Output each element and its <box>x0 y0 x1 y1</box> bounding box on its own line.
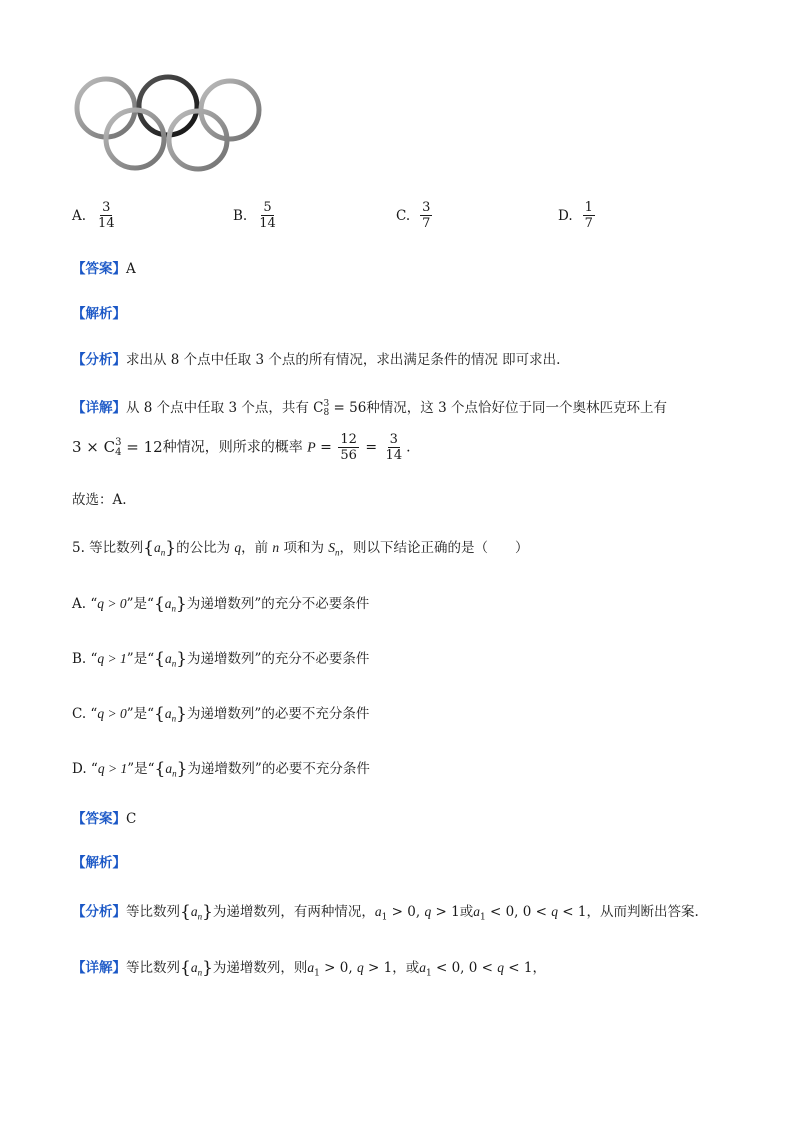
q4-fenxi: 【分析】求出从 8 个点中任取 3 个点的所有情况，求出满足条件的情况 即可求出. <box>72 352 561 368</box>
ring-bottom-right <box>169 111 227 169</box>
q4-answer: 【答案】A <box>72 261 136 277</box>
q4-option-c: C. $\frac{3}{7}$ <box>396 200 431 231</box>
q4-option-a: A. $\frac{3}{14}$ <box>72 200 115 231</box>
q5-stem: 5. 等比数列$\{a_n\}$的公比为 q，前 n 项和为 $S_n$，则以下结论正确的是（ ） <box>72 538 529 558</box>
olympic-rings-image <box>70 72 266 174</box>
q5-option-b: B. “q > 1”是“$\{a_n\}$为递增数列”的充分不必要条件 <box>72 649 370 669</box>
ring-top-middle <box>139 77 197 135</box>
q5-option-d: D. “q > 1”是“$\{a_n\}$为递增数列”的必要不充分条件 <box>72 759 370 779</box>
q4-detail-line1: 【详解】从 8 个点中任取 3 个点，共有 C 3 8 = 56种情况，这 3 个点恰好位于同一个奥林匹克环上有 <box>72 398 667 418</box>
q4-conclusion: 故选：A. <box>72 492 127 508</box>
fraction: $\frac{5}{14}$ <box>259 200 276 231</box>
fraction: $\frac{3}{14}$ <box>385 432 403 463</box>
q5-option-a: A. “q > 0”是“$\{a_n\}$为递增数列”的充分不必要条件 <box>72 594 370 614</box>
combination-formula: C 3 8 = 56 <box>313 398 367 418</box>
q5-option-c: C. “q > 0”是“$\{a_n\}$为递增数列”的必要不充分条件 <box>72 704 370 724</box>
q4-option-b: B. $\frac{5}{14}$ <box>233 200 276 231</box>
q4-analysis-heading: 【解析】 <box>72 306 126 322</box>
q4-detail-line2: 3 × C 3 4 = 12种情况，则所求的概率 P = $\frac{12}{56}$ = $\frac{3}{14}$ . <box>72 432 411 463</box>
fraction: $\frac{12}{56}$ <box>340 432 357 463</box>
fraction: $\frac{3}{7}$ <box>422 200 431 231</box>
q5-detail: 【详解】等比数列$\{a_n\}$为递增数列，则$a_1 > 0$, q > 1，或$a_1 < 0$, 0 < q < 1， <box>72 958 546 979</box>
q5-answer: 【答案】C <box>72 811 137 827</box>
fraction: $\frac{3}{14}$ <box>98 200 115 231</box>
ring-top-right <box>201 81 259 139</box>
q5-fenxi: 【分析】等比数列$\{a_n\}$为递增数列，有两种情况，$a_1 > 0$, q > 1或$a_1 < 0$, 0 < q < 1，从而判断出答案. <box>72 902 699 923</box>
fraction: $\frac{1}{7}$ <box>584 200 593 231</box>
q4-option-d: D. $\frac{1}{7}$ <box>558 200 593 231</box>
q5-analysis-heading: 【解析】 <box>72 855 126 871</box>
count-formula: 3 × C 3 4 = 12 <box>72 436 163 458</box>
